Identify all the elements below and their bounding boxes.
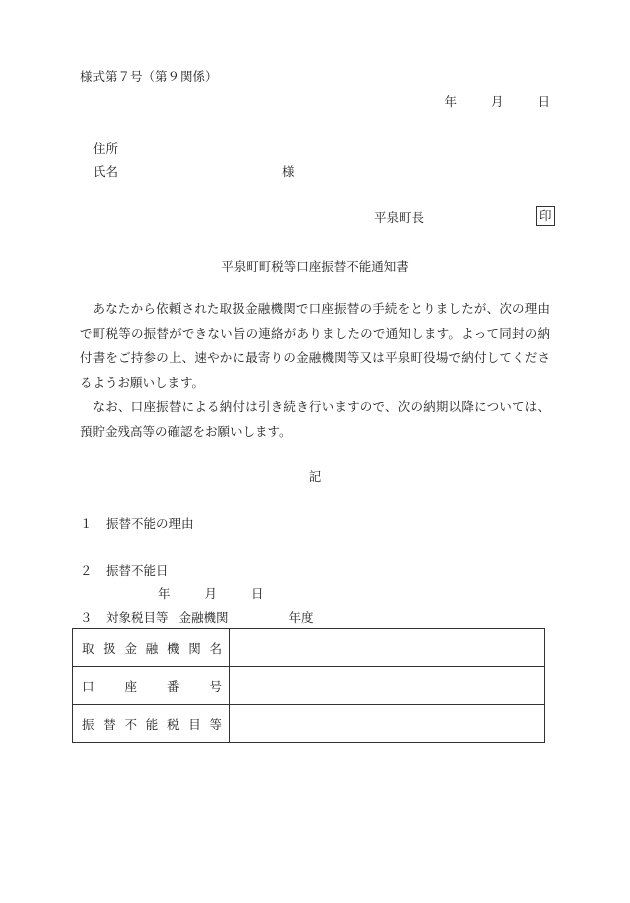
item-2-month: 月 xyxy=(204,586,218,601)
item-3-number: ３ xyxy=(80,610,93,625)
honorific: 様 xyxy=(282,164,295,179)
bank-name-value xyxy=(230,629,545,667)
account-number-label: 口座番号 xyxy=(73,667,230,705)
bank-name-label: 取扱金融機関名 xyxy=(73,629,230,667)
form-number: 様式第７号（第９関係） xyxy=(80,69,218,84)
body-paragraph-1: あなたから依頼された取扱金融機関で口座振替の手続をとりましたが、次の理由で町税等の振替ができない旨の連絡がありましたので通知します。よって同封の納付書をご持参の上、速やかに最寄りの金融機関等又は平泉町役場で納付してくださるようお願いします。 xyxy=(80,301,550,390)
item-3-label: 対象税目等 xyxy=(106,610,169,625)
item-2 xyxy=(80,561,169,579)
item-2-day: 日 xyxy=(251,586,264,601)
table-row xyxy=(73,629,545,667)
item-1-label: 振替不能の理由 xyxy=(106,516,194,531)
failed-tax-items-value xyxy=(230,705,545,743)
seal-mark: 印 xyxy=(536,206,555,226)
item-2-label: 振替不能日 xyxy=(106,563,169,578)
table-row xyxy=(73,705,545,743)
item-2-number: ２ xyxy=(80,563,93,578)
issue-date xyxy=(444,92,550,110)
item-3-fiscal-year: 年度 xyxy=(288,610,314,625)
ki-heading: 記 xyxy=(308,469,322,484)
item-3-bank: 金融機関 xyxy=(178,610,229,625)
name-label: 氏名 xyxy=(93,164,119,179)
address-label: 住所 xyxy=(93,141,119,156)
item-3 xyxy=(80,608,314,626)
item-2-date xyxy=(158,584,264,602)
body-paragraph-2: なお、口座振替による納付は引き続き行いますので、次の納期以降については、預貯金残高等の確認をお願いします。 xyxy=(80,399,550,439)
date-year-label: 年 xyxy=(444,94,457,109)
item-1-number: １ xyxy=(80,516,93,531)
bank-info-table xyxy=(72,628,545,743)
item-1 xyxy=(80,514,194,532)
failed-tax-items-label: 振替不能税目等 xyxy=(73,705,230,743)
date-month-label: 月 xyxy=(490,94,504,109)
issuer-title: 平泉町長 xyxy=(374,210,425,225)
item-2-year: 年 xyxy=(158,586,171,601)
table-row xyxy=(73,667,545,705)
account-number-value xyxy=(230,667,545,705)
date-day-label: 日 xyxy=(537,94,550,109)
notice-body xyxy=(80,297,550,444)
document-title: 平泉町町税等口座振替不能通知書 xyxy=(221,259,409,274)
